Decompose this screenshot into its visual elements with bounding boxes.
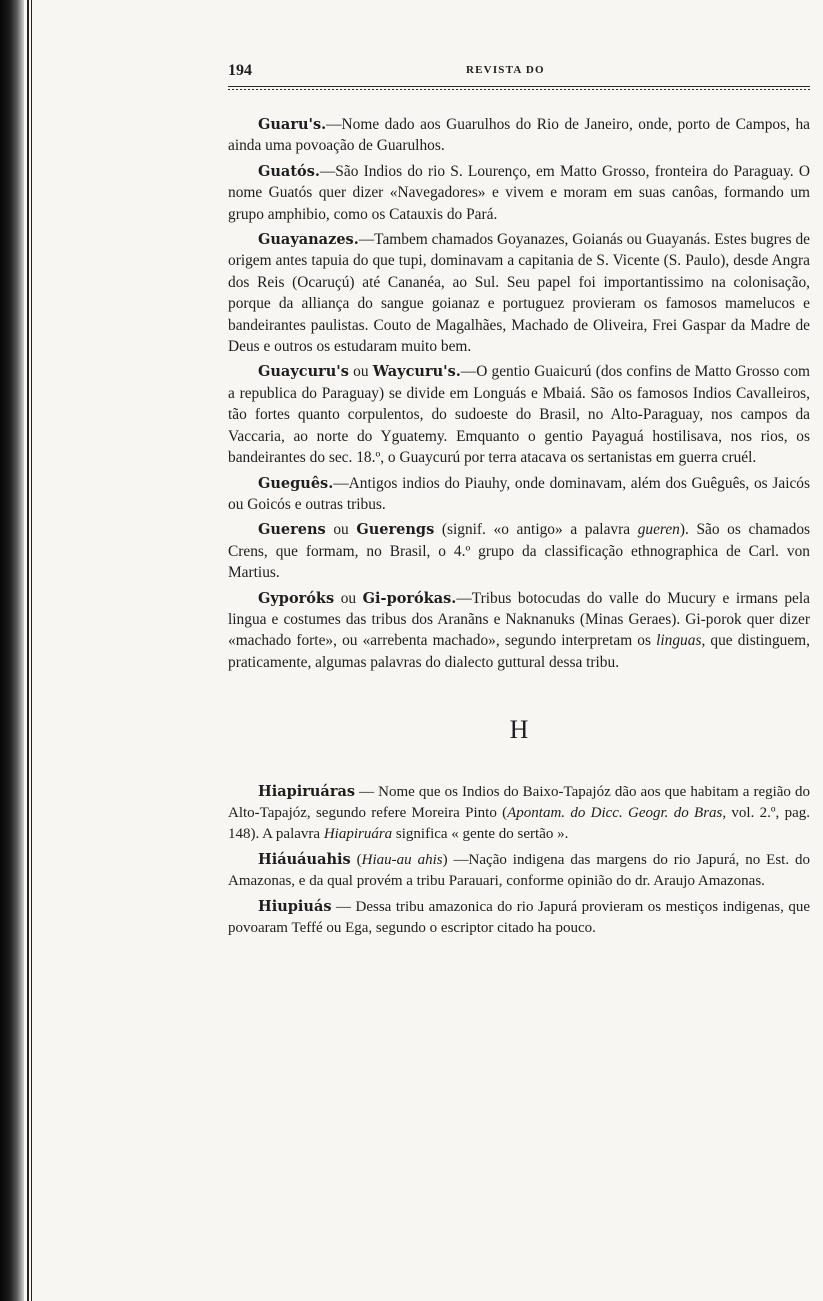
entry-term-alt: Guerengs xyxy=(356,521,435,539)
entry-italic-2: Hiapiruára xyxy=(323,826,393,843)
entry-term: Guatós. xyxy=(258,162,320,180)
entry-term: Guaru's. xyxy=(258,116,327,133)
entry-text: —Tambem chamados Goyanazes, Goianás ou Guayanás. Estes bugres de origem antes tapuia do que tupi, dominavam a capitania de S. Vicente (S. Paulo), desde Angra dos Reis (Ocaruçú) até Cananéa, ao Sul. Seu papel foi importantissimo na colonisação, porque da alliança do sangue goianaz e portuguez provieram os famosos mamelucos e bandeirantes paulistas. Couto de Magalhães, Machado de Oliveira, Frei Gaspar da Madre de Deus e outros os estudaram muito bem. xyxy=(228,231,810,356)
entry-text: (signif. «o antigo» a palavra xyxy=(434,521,638,539)
entry-term: Guaycuru's xyxy=(258,363,349,381)
entry-text: —Nome dado aos Guarulhos do Rio de Janeiro, onde, porto de Campos, ha ainda uma povoação de Guarulhos. xyxy=(228,116,810,155)
entry-italic: Hiau-au ahis xyxy=(361,852,443,869)
entry-italic: gueren xyxy=(637,521,680,539)
entry-guayanazes xyxy=(228,229,810,357)
entry-guaycurus xyxy=(228,361,810,468)
entry-text: —Tribus botocudas do valle do Mucury e irmans pela lingua e costumes das tribus dos Aranãns e Naknanuks (Minas Geraes). Gi-porok quer dizer «machado forte», ou «arrebenta machado», segundo interpretam os xyxy=(228,589,810,650)
page-content xyxy=(228,60,810,943)
binding-line xyxy=(31,0,32,1301)
page-number: 194 xyxy=(228,62,252,79)
entry-gueguees xyxy=(228,473,810,516)
entry-text-cont: , que distinguem, praticamente, algumas palavras do dialecto guttural dessa tribu. xyxy=(228,632,810,671)
entry-hiupiuas xyxy=(228,896,810,939)
book-binding-edge xyxy=(0,0,24,1301)
entry-term-alt: Waycuru's. xyxy=(372,363,461,381)
entry-hiauauahis xyxy=(228,849,810,892)
header-rule xyxy=(228,86,810,90)
entry-term-alt: Gi-porókas. xyxy=(362,589,457,607)
entry-term: Gueguês. xyxy=(258,474,334,492)
entry-connector: ou xyxy=(325,521,357,539)
section-h xyxy=(228,781,810,939)
entry-text: — Dessa tribu amazonica do rio Japurá provieram os mestiços indigenas, que povoaram Teffé ou Ega, segundo o escriptor citado ha pouco. xyxy=(228,899,810,937)
entry-text: —O gentio Guaicurú (dos confins de Matto Grosso com a republica do Paraguay) se divide em Longuás e Mbaiá. São os famosos Indios Cavalleiros, tão fortes quanto corpulentos, do sudoeste do Brasil, no Alto-Paraguay, nos campos da Vaccaria, ao norte do Yguatemy. Emquanto o gentio Payaguá hostilisava, nos rios, os bandeirantes do sec. 18.º, o Guaycurú por terra atacava os sertanistas em guerra cruél. xyxy=(228,363,810,467)
running-title: REVISTA DO xyxy=(466,64,545,76)
entry-connector: ou xyxy=(348,363,373,381)
entry-text: ( xyxy=(350,852,362,869)
entry-text-end: significa « gente do sertão ». xyxy=(392,826,569,843)
entry-guatos xyxy=(228,161,810,225)
entry-term: Guerens xyxy=(258,521,326,539)
entry-text: —São Indios do rio S. Lourenço, em Matto Grosso, fronteira do Paraguay. O nome Guatós quer dizer «Navegadores» e vivem e moram em suas canôas, formando um grupo amphibio, como os Catauxis do Pará. xyxy=(228,162,810,223)
entry-connector: ou xyxy=(334,589,363,607)
binding-line xyxy=(27,0,29,1301)
entry-italic: linguas xyxy=(656,632,702,650)
entry-italic: Apontam. do Dicc. Geogr. do Bras xyxy=(507,805,723,822)
entry-term: Gyporóks xyxy=(258,589,335,607)
entry-hiapiruaras xyxy=(228,781,810,845)
page-header xyxy=(228,60,810,84)
entry-text-cont: ) —Nação indigena das margens do rio Japurá, no Est. do Amazonas, e da qual provém a tribu Parauari, conforme opinião do dr. Araujo Amazonas. xyxy=(228,852,811,890)
entry-gyporoks xyxy=(228,588,810,674)
entry-text-cont: ). São os chamados Crens, que formam, no Brasil, o 4.º grupo da classificação ethnographica de Carl. von Martius. xyxy=(228,521,811,582)
entry-term: Guayanazes. xyxy=(258,231,359,249)
section-letter-heading: H xyxy=(509,715,529,745)
entry-term: Hiapiruáras xyxy=(258,783,356,801)
entry-guerens xyxy=(228,519,810,583)
entry-text: — Nome que os Indios do Baixo-Tapajóz dão aos que habitam a região do Alto-Tapajóz, segundo refere Moreira Pinto ( xyxy=(228,784,810,822)
entry-text-cont: , vol. 2.º, pag. 148). A palavra xyxy=(228,805,811,843)
entry-term: Hiupiuás xyxy=(258,898,332,916)
entry-text: —Antigos indios do Piauhy, onde dominavam, além dos Guêguês, os Jaicós ou Goicós e outras tribus. xyxy=(228,474,810,513)
entry-term: Hiáuáuahis xyxy=(258,851,351,869)
entry-guarus xyxy=(228,114,810,157)
